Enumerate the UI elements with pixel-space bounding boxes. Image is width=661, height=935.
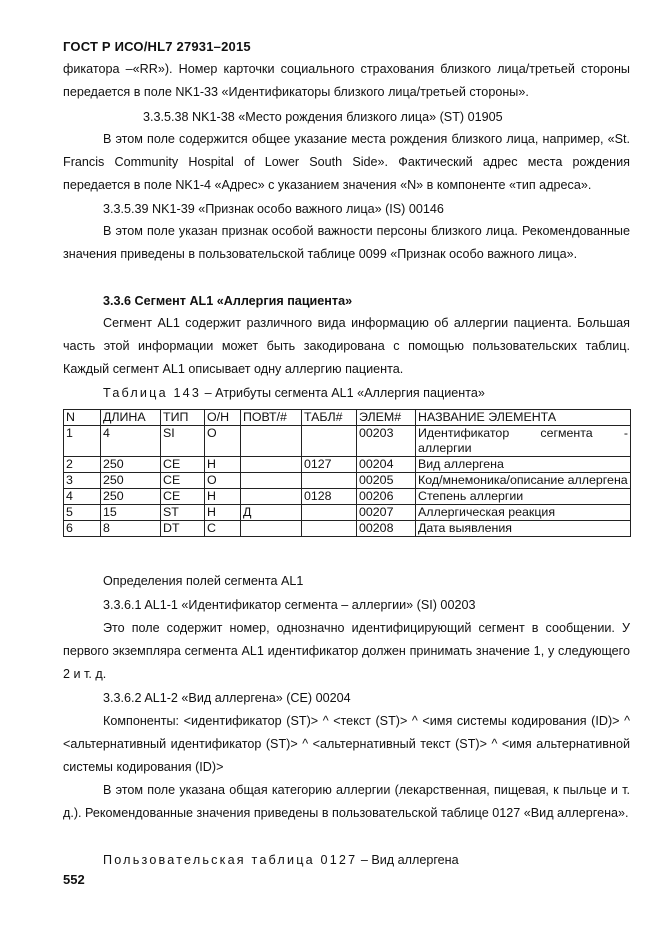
al1-attributes-table [63,409,631,537]
column-header: ПОВТ/# [241,410,302,426]
table-cell: 8 [101,521,161,537]
column-header: ДЛИНА [101,410,161,426]
table-row [64,489,631,505]
table-cell: 6 [64,521,101,537]
column-header: О/Н [205,410,241,426]
table-cell: 250 [101,457,161,473]
table-cell: ST [161,505,205,521]
table-cell: 00207 [357,505,416,521]
table-row [64,426,631,457]
table-cell [241,473,302,489]
table-cell: 00204 [357,457,416,473]
paragraph-components: Компоненты: <идентификатор (ST)> ^ <текст (ST)> ^ <имя системы кодирования (ID)> ^ <альтернативный идентификатор (ST)> ^ <альтернативный текст (ST)> ^ <имя альтернативной системы кодирования (ID)> [63,714,630,774]
table-cell: Код/мнемоника/описание аллергена [416,473,631,489]
section-heading-3-3-6: 3.3.6 Сегмент AL1 «Аллергия пациента» [103,294,353,308]
table-cell [241,426,302,457]
table-cell: 00206 [357,489,416,505]
column-header: ЭЛЕМ# [357,410,416,426]
paragraph-vip-indicator: В этом поле указан признак особой важности персоны близкого лица. Рекомендованные значения приведены в пользовательской таблице 0099 «Признак особо важного лица». [63,224,630,261]
table-cell: CE [161,489,205,505]
paragraph-segment-id: Это поле содержит номер, однозначно идентифицирующий сегмент в сообщении. У первого экземпляра сегмента AL1 идентификатор должен принимать значение 1, у следующего 2 и т. д. [63,621,630,681]
table-cell: 4 [64,489,101,505]
table-cell: О [205,426,241,457]
section-heading-3-3-5-38: 3.3.5.38 NK1-38 «Место рождения близкого лица» (ST) 01905 [143,110,503,124]
table-cell [241,457,302,473]
table-header-row [64,410,631,426]
table-cell: 00203 [357,426,416,457]
table-cell: Идентификатор сегмента - аллергии [416,426,631,457]
table-cell: Н [205,505,241,521]
table-cell: SI [161,426,205,457]
table-cell: 15 [101,505,161,521]
table-cell: С [205,521,241,537]
section-heading-3-3-5-39: 3.3.5.39 NK1-39 «Признак особо важного лица» (IS) 00146 [103,202,444,216]
table-cell: 00205 [357,473,416,489]
table-row [64,505,631,521]
table-cell: Вид аллергена [416,457,631,473]
table-cell [241,521,302,537]
paragraph-birthplace: В этом поле содержится общее указание места рождения близкого лица, например, «St. Francis Community Hospital of Lower South Side». Фактический адрес места рождения передается в поле NK1-4 «Адрес» с указанием значения «N» в компоненте «тип адреса». [63,132,630,192]
table-cell: Степень аллергии [416,489,631,505]
table-cell: Н [205,489,241,505]
table-cell [302,505,357,521]
table-cell: 0128 [302,489,357,505]
table-cell: CE [161,457,205,473]
table-cell: Н [205,457,241,473]
table-cell: 0127 [302,457,357,473]
table-cell [302,473,357,489]
table-row [64,457,631,473]
table-row [64,521,631,537]
paragraph-al1-description: Сегмент AL1 содержит различного вида информацию об аллергии пациента. Большая часть этой информации может быть закодирована с помощью пользовательских таблиц. Каждый сегмент AL1 описывает одну аллергию пациента. [63,316,630,376]
table-cell: 3 [64,473,101,489]
table-cell: CE [161,473,205,489]
table-cell [241,489,302,505]
table-cell [302,426,357,457]
table-cell: 4 [101,426,161,457]
table-caption: Таблица 143 – Атрибуты сегмента AL1 «Аллергия пациента» [103,386,485,400]
table-cell: Д [241,505,302,521]
page-number: 552 [63,872,85,887]
column-header: НАЗВАНИЕ ЭЛЕМЕНТА [416,410,631,426]
table-cell: 00208 [357,521,416,537]
table-cell: 2 [64,457,101,473]
user-table-caption: Пользовательская таблица 0127 – Вид аллергена [103,853,459,867]
column-header: ТАБЛ# [302,410,357,426]
field-definitions-heading: Определения полей сегмента AL1 [103,574,304,588]
section-heading-3-3-6-2: 3.3.6.2 AL1-2 «Вид аллергена» (CE) 00204 [103,691,351,705]
table-cell: 250 [101,489,161,505]
table-cell: DT [161,521,205,537]
table-cell [302,521,357,537]
table-row [64,473,631,489]
paragraph-continuation: фикатора –«RR»). Номер карточки социального страхования близкого лица/третьей стороны передается в поле NK1-33 «Идентификаторы близкого лица/третьей стороны». [63,62,630,99]
table-cell: 5 [64,505,101,521]
table-cell: О [205,473,241,489]
column-header: N [64,410,101,426]
document-header: ГОСТ Р ИСО/HL7 27931–2015 [63,39,251,54]
table-cell: 250 [101,473,161,489]
table-cell: Аллергическая реакция [416,505,631,521]
table-cell: 1 [64,426,101,457]
table-cell: Дата выявления [416,521,631,537]
paragraph-allergen-type: В этом поле указана общая категорию аллергии (лекарственная, пищевая, к пыльце и т. д.). Рекомендованные значения приведены в пользовательской таблице 0127 «Вид аллергена». [63,783,630,820]
column-header: ТИП [161,410,205,426]
section-heading-3-3-6-1: 3.3.6.1 AL1-1 «Идентификатор сегмента – аллергии» (SI) 00203 [103,598,476,612]
